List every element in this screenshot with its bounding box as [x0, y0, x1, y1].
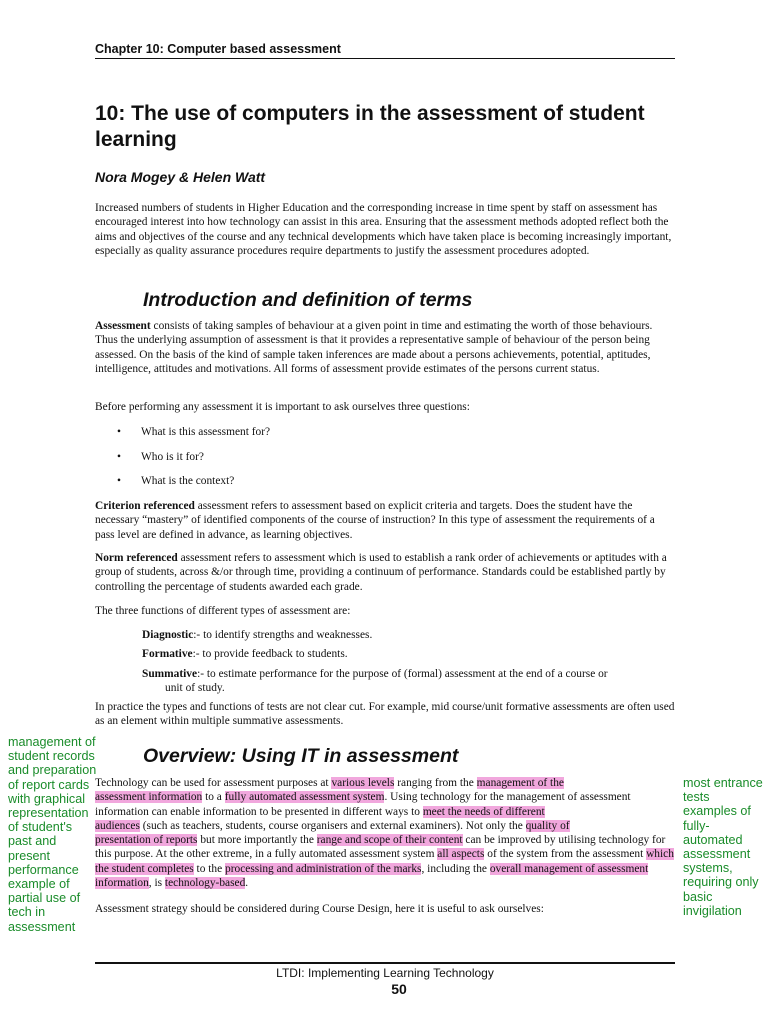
overview-paragraph: Technology can be used for assessment purposes at various levels ranging from the management of the assessment information to a fully automated assessment system. Using technology for the management of assessment information can enable information to be presented in different ways to meet the needs of different audiences (such as teachers, students, course organisers and external examiners). Not only the quality of presentation of reports but more importantly the range and scope of their content can be improved by utilising technology for this purpose. At the other extreme, in a fully automated assessment system all aspects of the system from the assessment which the student completes to the processing and administration of the marks, including the overall management of assessment information, is technology-based. — [95, 777, 674, 890]
list-item: • Who is it for? — [117, 451, 204, 463]
highlight: quality of — [525, 819, 570, 832]
norm-term: Norm referenced — [95, 552, 178, 564]
margin-note-right: most entrance tests examples of fully-automated assessment systems, requiring only basic invigilation — [683, 776, 763, 918]
list-item: • What is this assessment for? — [117, 426, 271, 438]
highlight: management of the — [476, 777, 564, 789]
highlight: which the student completes — [95, 848, 674, 875]
criterion-referenced-paragraph: Criterion referenced assessment refers to assessment based on explicit criteria and targets. Does the student have the necessary “mastery” of identified components of the course of instruction? In this type of assessment the requirements of a pass level are defined in advance, as learning objectives. — [95, 500, 655, 541]
highlight: range and scope of their content — [316, 834, 463, 847]
highlight: overall management of assessment information — [95, 862, 649, 890]
highlight: various levels — [331, 777, 395, 789]
section-heading-overview: Overview: Using IT in assessment — [143, 745, 459, 767]
assessment-definition — [95, 319, 677, 376]
highlight: processing and administration of the marks — [225, 862, 422, 875]
authors: Nora Mogey & Helen Watt — [95, 169, 266, 185]
bullet-icon: • — [117, 475, 121, 487]
highlight: all aspects — [437, 848, 485, 861]
highlight: meet the needs of different — [422, 805, 545, 818]
highlight: technology-based — [164, 877, 246, 890]
page-number: 50 — [391, 981, 407, 997]
bullet-icon: • — [117, 426, 121, 438]
assessment-term: Assessment — [95, 320, 151, 332]
list-item: • What is the context? — [117, 475, 235, 487]
chapter-header: Chapter 10: Computer based assessment — [95, 42, 675, 59]
footer-divider — [95, 962, 675, 964]
section-heading-introduction: Introduction and definition of terms — [143, 289, 473, 311]
criterion-term: Criterion referenced — [95, 500, 195, 512]
function-summative: Summative:- to estimate performance for the purpose of (formal) assessment at the end of a course or unit of study. — [142, 668, 608, 695]
strategy-paragraph: Assessment strategy should be considered during Course Design, here it is useful to ask ourselves: — [95, 903, 544, 915]
norm-referenced-paragraph: Norm referenced assessment refers to assessment which is used to establish a rank order of achievements or aptitudes with a group of students, across &/or through time, providing a continuum of performance. Standards could be established partly by controlling the percentage of students awarded each grade. — [95, 552, 667, 593]
function-formative: Formative:- to provide feedback to students. — [142, 648, 348, 660]
questions-intro: Before performing any assessment it is important to ask ourselves three questions: — [95, 401, 470, 413]
highlight: presentation of reports — [95, 834, 198, 847]
functions-intro: The three functions of different types of assessment are: — [95, 605, 351, 617]
intro-paragraph: Increased numbers of students in Higher Education and the corresponding increase in time spent by staff on assessment has encouraged interest into how technology can assist in this area. Ensuring that the assessment methods adopted reflect both the aims and objectives of the course and any technical developments which have taken place is becoming increasingly important, especially as quality assurance procedures require departments to justify the assessment procedures adopted. — [95, 202, 672, 257]
practice-paragraph: In practice the types and functions of tests are not clear cut. For example, mid course/unit formative assessments are often used as an element within multiple summative assessments. — [95, 701, 675, 728]
footer-text: LTDI: Implementing Learning Technology — [276, 966, 494, 980]
highlight: audiences — [95, 819, 140, 832]
bullet-icon: • — [117, 451, 121, 463]
highlight: fully automated assessment system — [224, 791, 385, 804]
highlight: assessment information — [95, 791, 203, 804]
assessment-text: consists of taking samples of behaviour at a given point in time and estimating the worth of those behaviours. Thus the underlying assumption of assessment is that it provides a representative sample of behaviour of the person being assessed. On the basis of the kind of sample taken inferences are made about a persons achievements, potential, aptitudes, intelligence, attitudes and motivations. All forms of assessment provide estimates of the persons current status. — [95, 320, 653, 375]
function-diagnostic: Diagnostic:- to identify strengths and weaknesses. — [142, 629, 373, 641]
margin-note-left: management of student records and preparation of report cards with graphical representation of student's past and present performance example of partial use of tech in assessment — [8, 735, 97, 934]
page-title: 10: The use of computers in the assessment of student learning — [95, 102, 645, 151]
